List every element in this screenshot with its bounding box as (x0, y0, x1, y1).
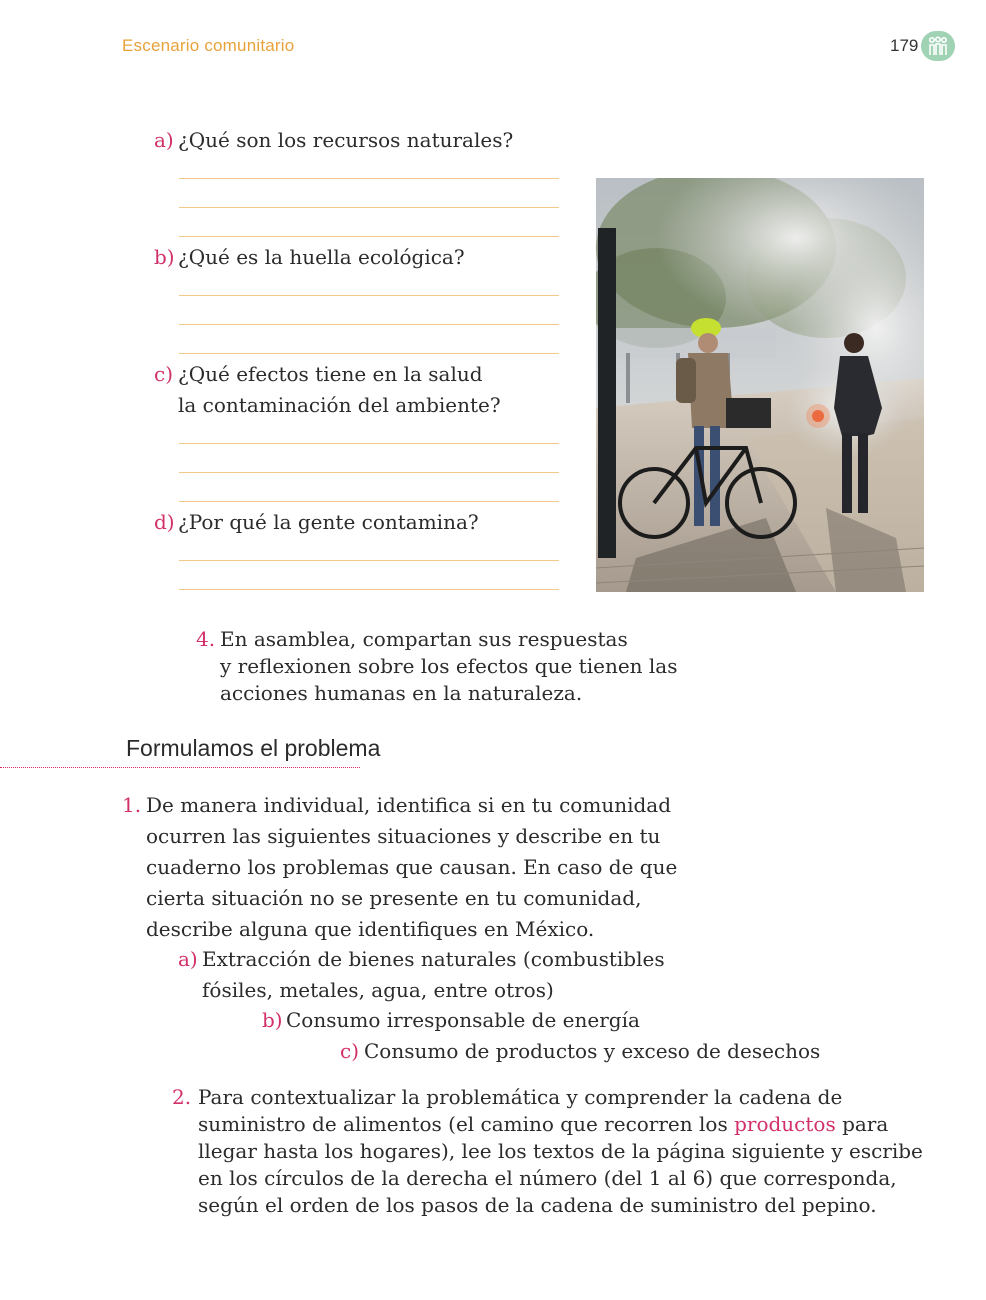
question-letter: b) (154, 245, 175, 269)
heading-divider (0, 767, 360, 768)
question-letter: d) (154, 510, 175, 534)
question-d (154, 507, 479, 538)
item-text: ocurren las siguientes situaciones y describe en tu (146, 824, 661, 848)
item-text: cuaderno los problemas que causan. En caso de que (146, 855, 678, 879)
section-heading: Formulamos el problema (126, 735, 381, 761)
activity-item-4 (196, 626, 677, 707)
community-people-icon (921, 31, 955, 61)
question-a (154, 125, 513, 156)
item-number: 4. (196, 627, 216, 651)
answer-line[interactable] (179, 178, 559, 179)
street-pollution-photo (596, 178, 924, 592)
item-text: De manera individual, identifica si en tu comunidad (146, 793, 671, 817)
question-b (154, 242, 465, 273)
subitem-text: fósiles, metales, agua, entre otros) (202, 978, 554, 1002)
answer-line[interactable] (179, 324, 559, 325)
activity-item-1 (122, 790, 677, 945)
item-text: según el orden de los pasos de la cadena de suministro del pepino. (198, 1193, 877, 1217)
answer-line[interactable] (179, 560, 559, 561)
subitem-a (178, 944, 665, 1006)
question-text: la contaminación del ambiente? (178, 393, 501, 417)
section-title: Escenario comunitario (122, 36, 295, 55)
item-text: acciones humanas en la naturaleza. (220, 681, 583, 705)
answer-line[interactable] (179, 295, 559, 296)
question-text: ¿Por qué la gente contamina? (178, 510, 479, 534)
answer-line[interactable] (179, 443, 559, 444)
subitem-text: Consumo de productos y exceso de desechos (364, 1039, 821, 1063)
question-text: ¿Qué es la huella ecológica? (178, 245, 465, 269)
subitem-text: Extracción de bienes naturales (combustibles (202, 947, 665, 971)
item-text: en los círculos de la derecha el número (del 1 al 6) que corresponda, (198, 1166, 897, 1190)
answer-line[interactable] (179, 472, 559, 473)
question-letter: a) (154, 128, 174, 152)
answer-line[interactable] (179, 501, 559, 502)
item-number: 1. (122, 793, 142, 817)
highlighted-term: productos (734, 1112, 836, 1136)
subitem-b (262, 1005, 640, 1036)
subitem-letter: b) (262, 1008, 283, 1032)
item-text: para (835, 1112, 889, 1136)
activity-item-2 (172, 1084, 923, 1219)
question-c (154, 359, 501, 421)
item-text: describe alguna que identifiques en México. (146, 917, 595, 941)
item-text: Para contextualizar la problemática y comprender la cadena de (198, 1085, 843, 1109)
question-letter: c) (154, 362, 174, 386)
item-number: 2. (172, 1085, 192, 1109)
answer-line[interactable] (179, 207, 559, 208)
question-text: ¿Qué efectos tiene en la salud (178, 362, 483, 386)
answer-line[interactable] (179, 236, 559, 237)
subitem-c (340, 1036, 820, 1067)
page-number: 179 (890, 36, 919, 55)
item-text: llegar hasta los hogares), lee los textos de la página siguiente y escribe (198, 1139, 923, 1163)
item-text: En asamblea, compartan sus respuestas (220, 627, 628, 651)
subitem-letter: a) (178, 947, 198, 971)
question-text: ¿Qué son los recursos naturales? (178, 128, 514, 152)
answer-line[interactable] (179, 589, 559, 590)
item-text: y reflexionen sobre los efectos que tienen las (220, 654, 678, 678)
item-text: suministro de alimentos (el camino que recorren los (198, 1112, 735, 1136)
subitem-letter: c) (340, 1039, 360, 1063)
answer-line[interactable] (179, 353, 559, 354)
item-text: cierta situación no se presente en tu comunidad, (146, 886, 642, 910)
subitem-text: Consumo irresponsable de energía (286, 1008, 640, 1032)
